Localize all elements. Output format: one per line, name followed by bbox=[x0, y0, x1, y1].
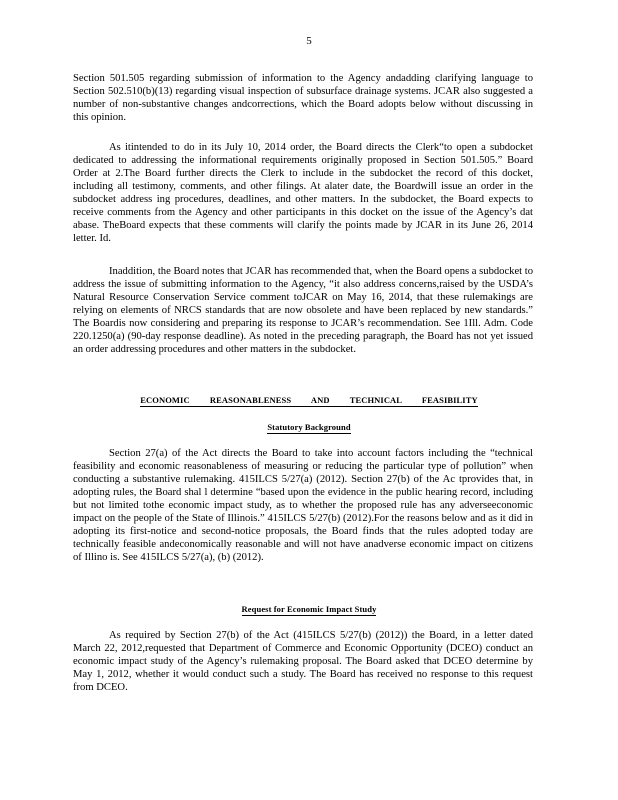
subheading-economic-impact-study: Request for Economic Impact Study bbox=[241, 604, 377, 614]
section-heading-economic-reasonableness: ECONOMIC REASONABLENESS AND TECHNICAL FEASIBILITY bbox=[140, 395, 478, 405]
subheading-statutory-background: Statutory Background bbox=[267, 422, 351, 432]
paragraph-dceo-request: As required by Section 27(b) of the Act (415ILCS 5/27(b) (2012)) the Board, in a letter dated March 22, 2012,requested that Department of Commerce and Economic Opportunity (DCEO) conduct an economic impact study of the Agency’s rulemaking proposal. The Board asked that DCEO determine by May 1, 2012, whether it would conduct such a study. The Board has received no response to this request from DCEO. bbox=[73, 630, 533, 693]
paragraph-jcar-suggestions: Section 501.505 regarding submission of information to the Agency andadding clarifying language to Section 502.510(b)(13) regarding visual inspection of subsurface drainage systems. JCAR also suggested a number of non-substantive changes andcorrections, which the Board adopts below without discussing in this opinion. bbox=[73, 73, 533, 123]
paragraph-section-27-analysis: Section 27(a) of the Act directs the Board to take into account factors including the “technical feasibility and economic reasonableness of measuring or reducing the particular type of pollution” when conducting a substantive rulemaking. 415ILCS 5/27(a) (2012). Section 27(b) of the Ac tprovides that, in adopting rules, the Board shal l determine “based upon the evidence in the public hearing record, including but not limited tothe economic impact study, as to whether the proposed rule has any adverseeconomic impact on the people of the State of Illinois.” 415ILCS 5/27(b) (2012).For the reasons below and as it did in adopting its first-notice and second-notice proposals, the Board finds that the rules adopted today are technically feasible andeconomically reasonable and will not have anadverse economic impact on citizens of Illino is. See 415ILCS 5/27(a), (b) (2012). bbox=[73, 448, 533, 563]
paragraph-nrcs-standards: Inaddition, the Board notes that JCAR has recommended that, when the Board opens a subdocket to address the issue of submitting information to the Agency, “it also address concerns,raised by the USDA’s Natural Resource Conservation Service comment toJCAR on May 16, 2014, that these rulemakings are relying on elements of NRCS standards that are now obsolete and have been replaced by new standards.” The Boardis now considering and preparing its response to JCAR’s recommendation. See 1Ill. Adm. Code 220.1250(a) (90-day response deadline). As noted in the preceding paragraph, the Board has not yet issued an order addressing procedures and other matters in the subdocket. bbox=[73, 266, 533, 355]
page-number: 5 bbox=[306, 35, 312, 47]
paragraph-subdocket-directive: As itintended to do in its July 10, 2014 order, the Board directs the Clerk“to open a subdocket dedicated to addressing the informational requirements originally proposed in Section 501.505.” Board Order at 2.The Board further directs the Clerk to include in the subdocket the record of this docket, including all testimony, comments, and other filings. At alater date, the Boardwill issue an order in the subdocket address ing procedures, deadlines, and other matters. In the subdocket, the Board expects to receive comments from the Agency and other participants in this docket on the issue of the Agency’s dat abase. TheBoard expects that these comments will clarify the points made by JCAR in its June 26, 2014 letter. Id. bbox=[73, 142, 533, 244]
